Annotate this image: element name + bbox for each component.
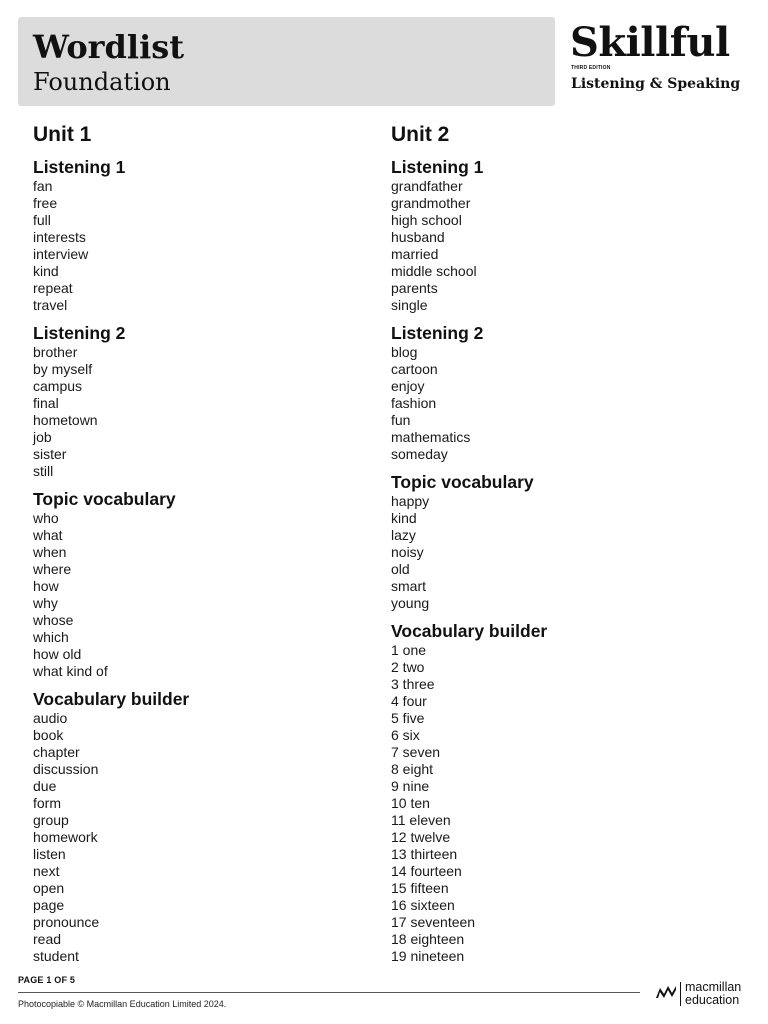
word-item: 9 nine <box>391 778 430 794</box>
page-subtitle: Foundation <box>33 68 171 96</box>
word-item: lazy <box>391 527 416 543</box>
word-item: someday <box>391 446 448 462</box>
word-item: hometown <box>33 412 98 428</box>
section-title: Topic vocabulary <box>33 489 176 509</box>
word-item: 3 three <box>391 676 435 692</box>
word-item: book <box>33 727 64 743</box>
word-item: 10 ten <box>391 795 430 811</box>
word-list <box>33 710 363 965</box>
word-item: old <box>391 561 410 577</box>
word-item: 4 four <box>391 693 427 709</box>
wordlist-section <box>391 156 721 314</box>
publisher-mark-icon <box>656 984 676 998</box>
word-item: next <box>33 863 60 879</box>
word-item: kind <box>33 263 59 279</box>
section-title: Topic vocabulary <box>391 472 534 492</box>
word-item: 5 five <box>391 710 425 726</box>
word-item: campus <box>33 378 83 394</box>
publisher-logo <box>656 981 756 1009</box>
brand-edition: THIRD EDITION <box>571 65 611 71</box>
word-item: audio <box>33 710 68 726</box>
wordlist-section <box>33 322 363 480</box>
wordlist-section <box>33 156 363 314</box>
word-item: fan <box>33 178 53 194</box>
word-item: student <box>33 948 79 964</box>
word-item: brother <box>33 344 78 360</box>
brand-tagline: Listening & Speaking <box>571 76 741 92</box>
word-item: noisy <box>391 544 424 560</box>
section-title: Listening 2 <box>391 323 484 343</box>
word-item: 15 fifteen <box>391 880 449 896</box>
word-item: fashion <box>391 395 437 411</box>
word-item: kind <box>391 510 417 526</box>
wordlist-section <box>33 488 363 680</box>
word-item: grandfather <box>391 178 463 194</box>
brand-logo <box>570 20 750 100</box>
word-list <box>33 344 363 480</box>
word-item: husband <box>391 229 445 245</box>
word-item: which <box>33 629 69 645</box>
word-item: why <box>33 595 58 611</box>
unit-column <box>33 122 363 965</box>
word-item: 16 sixteen <box>391 897 455 913</box>
word-item: chapter <box>33 744 80 760</box>
word-item: 8 eight <box>391 761 434 777</box>
word-list <box>391 493 721 612</box>
word-item: due <box>33 778 57 794</box>
word-list <box>33 178 363 314</box>
word-list <box>391 642 721 965</box>
word-list <box>391 178 721 314</box>
word-item: 11 eleven <box>391 812 451 828</box>
word-item: parents <box>391 280 438 296</box>
word-item: whose <box>33 612 74 628</box>
word-item: young <box>391 595 430 611</box>
word-item: fun <box>391 412 411 428</box>
word-item: still <box>33 463 54 479</box>
unit-title: Unit 2 <box>391 123 450 146</box>
word-item: interview <box>33 246 89 262</box>
page-title: Wordlist <box>33 28 185 66</box>
word-item: 14 fourteen <box>391 863 462 879</box>
word-item: mathematics <box>391 429 471 445</box>
word-item: group <box>33 812 69 828</box>
word-item: single <box>391 297 428 313</box>
word-item: how <box>33 578 59 594</box>
word-item: 13 thirteen <box>391 846 458 862</box>
word-item: enjoy <box>391 378 425 394</box>
word-item: when <box>33 544 67 560</box>
word-item: form <box>33 795 61 811</box>
word-item: pronounce <box>33 914 100 930</box>
word-item: discussion <box>33 761 99 777</box>
title-banner <box>18 17 555 106</box>
section-title: Listening 2 <box>33 323 126 343</box>
word-item: 17 seventeen <box>391 914 476 930</box>
page-number: PAGE 1 OF 5 <box>18 975 76 985</box>
word-item: 7 seven <box>391 744 441 760</box>
publisher-separator <box>680 982 681 1006</box>
word-item: free <box>33 195 58 211</box>
word-item: full <box>33 212 51 228</box>
publisher-line-1: macmillan <box>685 980 742 994</box>
word-item: 12 twelve <box>391 829 451 845</box>
word-item: open <box>33 880 65 896</box>
word-item: interests <box>33 229 86 245</box>
wordlist-section <box>391 620 721 965</box>
word-item: 19 nineteen <box>391 948 465 964</box>
word-item: middle school <box>391 263 477 279</box>
section-title: Listening 1 <box>33 157 126 177</box>
publisher-line-2: education <box>685 993 740 1007</box>
word-item: what <box>33 527 63 543</box>
wordlist-section <box>33 688 363 965</box>
word-item: listen <box>33 846 66 862</box>
brand-name: Skillful <box>570 19 730 66</box>
footer-divider <box>18 992 640 993</box>
word-item: what kind of <box>33 663 108 679</box>
section-title: Vocabulary builder <box>391 621 548 641</box>
word-item: how old <box>33 646 82 662</box>
copyright-notice: Photocopiable © Macmillan Education Limited 2024. <box>18 999 227 1009</box>
word-item: happy <box>391 493 430 509</box>
word-item: grandmother <box>391 195 471 211</box>
word-item: page <box>33 897 65 913</box>
publisher-name <box>685 981 741 1007</box>
section-title: Vocabulary builder <box>33 689 190 709</box>
word-item: final <box>33 395 59 411</box>
word-item: cartoon <box>391 361 438 377</box>
word-list <box>391 344 721 463</box>
unit-column <box>391 122 721 965</box>
word-item: who <box>33 510 59 526</box>
unit-title: Unit 1 <box>33 123 92 146</box>
word-item: read <box>33 931 62 947</box>
word-list <box>33 510 363 680</box>
word-item: married <box>391 246 439 262</box>
word-item: sister <box>33 446 67 462</box>
word-item: by myself <box>33 361 93 377</box>
word-item: smart <box>391 578 426 594</box>
word-item: repeat <box>33 280 73 296</box>
section-title: Listening 1 <box>391 157 484 177</box>
word-item: blog <box>391 344 418 360</box>
word-item: 6 six <box>391 727 420 743</box>
word-item: 1 one <box>391 642 427 658</box>
wordlist-section <box>391 471 721 612</box>
word-item: 18 eighteen <box>391 931 465 947</box>
word-item: travel <box>33 297 68 313</box>
word-item: homework <box>33 829 98 845</box>
wordlist-section <box>391 322 721 463</box>
word-item: where <box>33 561 72 577</box>
word-item: high school <box>391 212 462 228</box>
word-item: 2 two <box>391 659 425 675</box>
word-item: job <box>33 429 52 445</box>
